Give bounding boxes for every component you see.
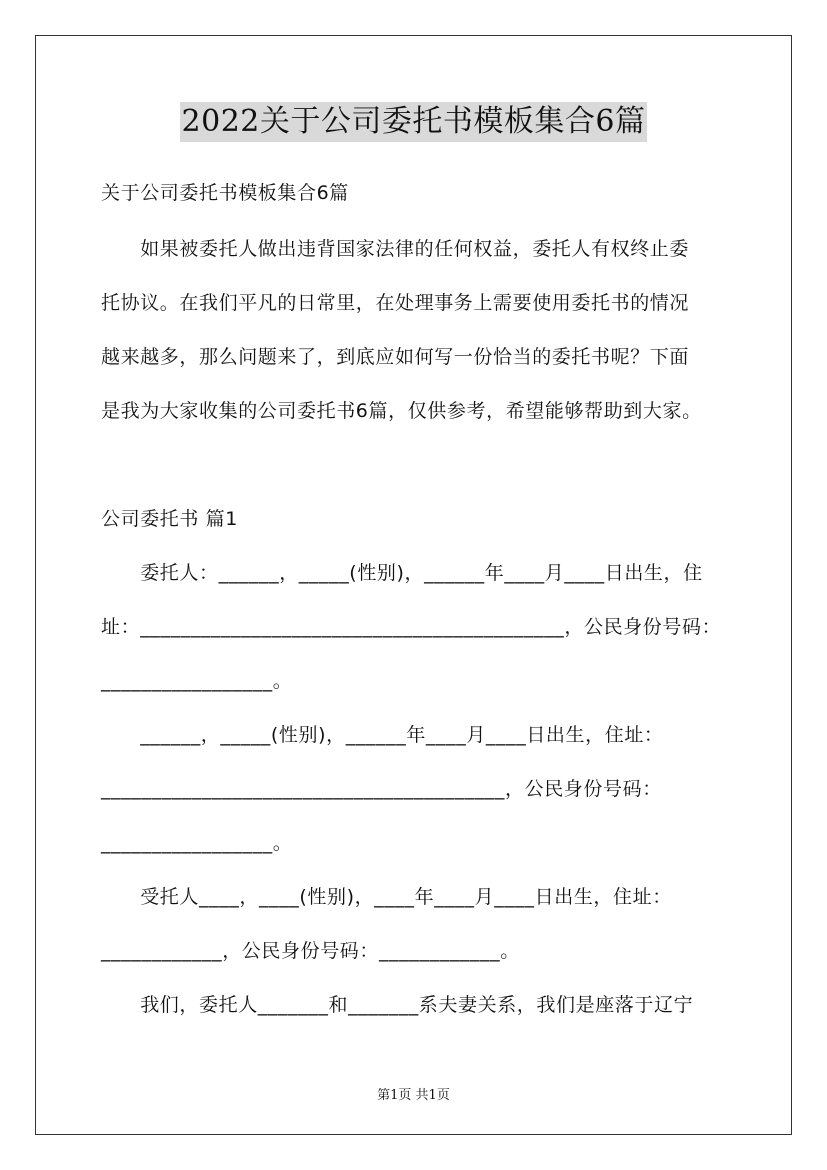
document-subtitle: 关于公司委托书模板集合6篇 — [101, 182, 349, 204]
title-container — [0, 102, 827, 142]
body-line: 址：__________________________________________，公民身份号码： — [101, 616, 722, 638]
body-line: 我们，委托人_______和_______系夫妻关系，我们是座落于辽宁 — [101, 994, 694, 1016]
body-line: ____________，公民身份号码：____________。 — [101, 940, 520, 962]
intro-line: 托协议。在我们平凡的日常里，在处理事务上需要使用委托书的情况 — [101, 292, 690, 314]
body-line: _________________。 — [101, 832, 293, 854]
section-heading: 公司委托书 篇1 — [101, 508, 238, 530]
intro-line: 如果被委托人做出违背国家法律的任何权益，委托人有权终止委 — [101, 238, 690, 260]
body-line: 委托人：______，_____(性别)，______年____月____日出生，住 — [101, 562, 703, 584]
intro-line: 是我为大家收集的公司委托书6篇，仅供参考，希望能够帮助到大家。 — [101, 400, 702, 422]
document-title: 2022关于公司委托书模板集合6篇 — [180, 102, 648, 142]
page-footer: 第1页 共1页 — [377, 1088, 450, 1103]
intro-line: 越来越多，那么问题来了，到底应如何写一份恰当的委托书呢？下面 — [101, 346, 690, 368]
body-line: 受托人____，____(性别)，____年____月____日出生，住址： — [101, 886, 672, 908]
body-line: _________________。 — [101, 670, 293, 692]
body-line: ________________________________________，公民身份号码： — [101, 778, 662, 800]
body-line: ______，_____(性别)，______年____月____日出生，住址： — [101, 724, 664, 746]
